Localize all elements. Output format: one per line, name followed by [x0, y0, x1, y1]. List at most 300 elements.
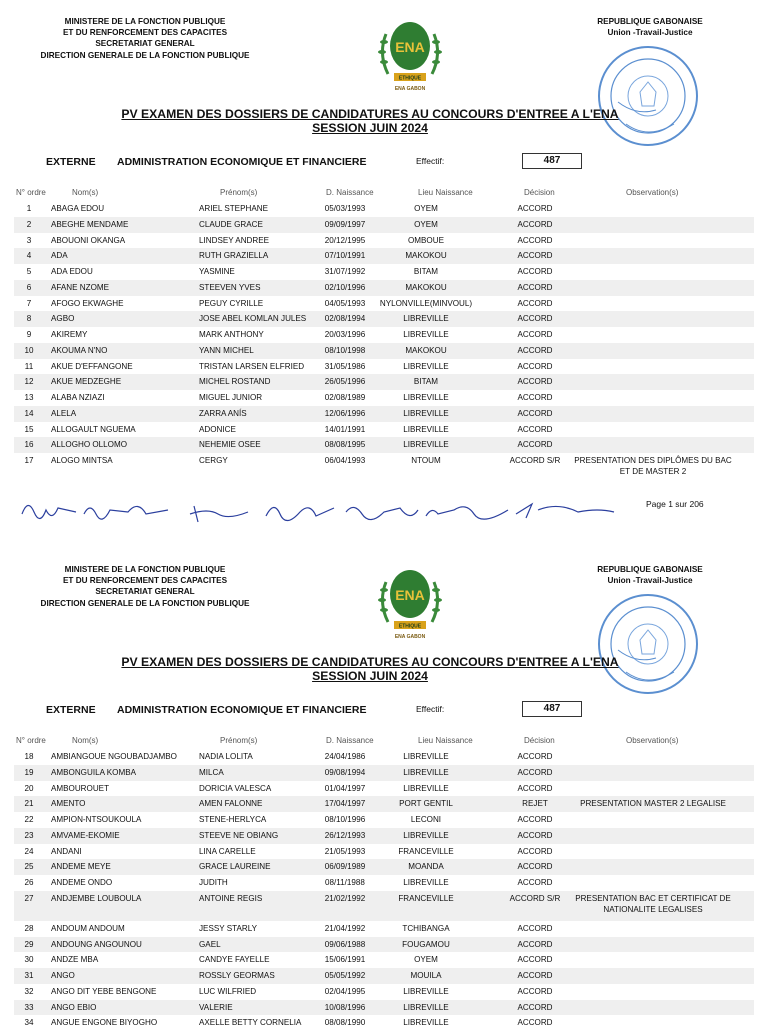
row-lieu: LIBREVILLE [403, 314, 449, 324]
col-prenom: Prénom(s) [220, 736, 258, 745]
row-lieu: LIBREVILLE [403, 393, 449, 402]
row-observation [568, 844, 738, 846]
row-number: 30 [24, 955, 34, 965]
row-date: 05/05/1992 [324, 971, 366, 980]
row-lieu: OMBOUE [408, 235, 444, 245]
row-decision: ACCORD [517, 783, 553, 793]
row-number: 21 [24, 799, 34, 809]
row-decision: ACCORD S/R [509, 893, 561, 903]
table-row [14, 374, 754, 390]
row-decision: ACCORD [517, 830, 553, 840]
row-nom: ANDANI [51, 846, 82, 856]
row-number: 31 [24, 971, 34, 980]
row-decision: ACCORD [517, 267, 553, 276]
row-decision: ACCORD [517, 862, 553, 872]
row-number: 24 [24, 846, 34, 856]
row-number: 6 [26, 282, 32, 292]
row-prenom: GRACE LAUREINE [199, 862, 271, 872]
row-decision: ACCORD [517, 251, 553, 261]
row-decision: ACCORD [517, 235, 553, 245]
row-prenom: NEHEMIE OSEE [199, 440, 261, 450]
row-lieu: LIBREVILLE [403, 330, 449, 339]
ministry-line: DIRECTION GENERALE DE LA FONCTION PUBLIQUE [40, 598, 250, 608]
row-lieu: LIBREVILLE [403, 752, 449, 761]
row-nom: AFANE NZOME [51, 282, 110, 292]
republic-line: REPUBLIQUE GABONAISE [597, 17, 703, 26]
row-date: 07/10/1991 [324, 251, 366, 261]
candidates-table [14, 749, 754, 1031]
row-date: 05/03/1993 [324, 204, 366, 213]
row-prenom: DORICIA VALESCA [199, 783, 272, 793]
row-date: 20/12/1995 [324, 235, 366, 245]
row-lieu: LIBREVILLE [403, 830, 449, 840]
row-lieu: LECONI [410, 815, 442, 824]
row-number: 1 [26, 204, 32, 213]
table-row [14, 984, 754, 1000]
row-lieu: MOUILA [410, 971, 442, 980]
row-number: 12 [24, 377, 34, 387]
row-lieu: LIBREVILLE [403, 361, 449, 371]
row-prenom: STENE-HERLYCA [199, 815, 267, 824]
row-prenom: RUTH GRAZIELLA [199, 251, 269, 261]
row-lieu: LIBREVILLE [403, 1018, 449, 1028]
table-row [14, 217, 754, 233]
effectif-value: 487 [522, 701, 582, 717]
row-date: 08/08/1990 [324, 1018, 366, 1028]
row-nom: ALLOGHO OLLOMO [51, 440, 128, 450]
row-date: 12/06/1996 [324, 408, 366, 418]
row-number: 27 [24, 893, 34, 903]
effectif-label: Effectif: [416, 156, 445, 166]
row-observation [568, 374, 738, 376]
row-prenom: STEEVEN YVES [199, 282, 261, 292]
row-date: 20/03/1996 [324, 330, 366, 339]
ministry-line: DIRECTION GENERALE DE LA FONCTION PUBLIQUE [40, 50, 250, 60]
session-line: SESSION JUIN 2024 [312, 669, 428, 683]
row-date: 06/04/1993 [324, 456, 366, 465]
row-observation [568, 264, 738, 266]
row-nom: ANGO EBIO [51, 1002, 97, 1012]
row-prenom: ROSSLY GEORMAS [199, 971, 275, 980]
table-row [14, 248, 754, 264]
row-prenom: CANDYE FAYELLE [199, 955, 270, 965]
candidates-table [14, 201, 754, 483]
svg-text:ETHIQUE: ETHIQUE [398, 623, 422, 630]
row-nom: ANDJEMBE LOUBOULA [51, 893, 142, 903]
row-observation [568, 937, 738, 939]
title-line: PV EXAMEN DES DOSSIERS DE CANDIDATURES AU CONCOURS D'ENTREE A L'ENA [121, 107, 619, 121]
row-prenom: ZARRA ANÍS [199, 408, 247, 418]
row-decision: ACCORD [517, 971, 553, 980]
row-observation [568, 812, 738, 814]
document-page-2 [0, 548, 768, 1028]
row-observation [568, 406, 738, 408]
row-prenom: MILCA [199, 767, 224, 777]
table-row [14, 422, 754, 438]
row-observation [568, 1015, 738, 1017]
row-prenom: CERGY [199, 456, 228, 465]
row-date: 31/07/1992 [324, 267, 366, 276]
table-row [14, 201, 754, 217]
row-observation [568, 1000, 738, 1002]
row-number: 33 [24, 1002, 34, 1012]
row-nom: ABOUONI OKANGA [51, 235, 126, 245]
row-observation [568, 921, 738, 923]
motto-line: Union -Travail-Justice [607, 28, 693, 38]
row-number: 28 [24, 923, 34, 933]
row-observation [568, 390, 738, 392]
row-date: 21/02/1992 [324, 893, 366, 903]
row-date: 01/04/1997 [324, 783, 366, 793]
row-date: 04/05/1993 [324, 298, 366, 308]
row-date: 08/08/1995 [324, 440, 366, 450]
row-lieu: LIBREVILLE [403, 783, 449, 793]
row-lieu: MAKOKOU [405, 345, 447, 355]
row-date: 24/04/1986 [324, 752, 366, 761]
row-number: 17 [24, 456, 34, 465]
row-lieu: BITAM [413, 377, 439, 387]
row-observation [568, 828, 738, 830]
table-row [14, 859, 754, 875]
ministry-line: SECRETARIAT GENERAL [95, 587, 195, 597]
row-nom: AGBO [51, 314, 75, 324]
row-nom: AMBIANGOUE NGOUBADJAMBO [51, 752, 177, 761]
category-row [0, 156, 768, 172]
row-lieu: NYLONVILLE(MINVOUL) [379, 298, 473, 308]
row-nom: ANDEME MEYE [51, 862, 111, 872]
row-lieu: OYEM [414, 955, 438, 965]
row-nom: ALELA [51, 408, 77, 418]
row-nom: ANGO [51, 971, 75, 980]
row-prenom: YASMINE [199, 267, 235, 276]
row-nom: ANGO DIT YEBE BENGONE [51, 986, 157, 996]
table-header [0, 188, 768, 200]
row-date: 06/09/1989 [324, 862, 366, 872]
row-number: 29 [24, 939, 34, 949]
row-number: 7 [26, 298, 32, 308]
row-decision: ACCORD [517, 1018, 553, 1028]
row-nom: AMBOUROUET [51, 783, 110, 793]
table-row [14, 891, 754, 921]
row-date: 21/04/1992 [324, 923, 366, 933]
row-number: 34 [24, 1018, 34, 1028]
col-lieu: Lieu Naissance [418, 188, 473, 197]
row-observation [568, 952, 738, 954]
col-lieu: Lieu Naissance [418, 736, 473, 745]
row-number: 4 [26, 251, 32, 261]
row-decision: ACCORD [517, 923, 553, 933]
motto-line: Union -Travail-Justice [607, 576, 693, 586]
row-prenom: STEEVE NE OBIANG [199, 830, 279, 840]
row-number: 23 [24, 830, 34, 840]
row-prenom: MICHEL ROSTAND [199, 377, 271, 387]
row-decision: ACCORD [517, 361, 553, 371]
row-date: 31/05/1986 [324, 361, 366, 371]
row-date: 08/10/1996 [324, 815, 366, 824]
row-nom: AMENTO [51, 799, 86, 809]
table-row [14, 844, 754, 860]
table-row [14, 921, 754, 937]
table-row [14, 937, 754, 953]
row-observation [568, 765, 738, 767]
row-lieu: LIBREVILLE [403, 767, 449, 777]
row-observation [568, 859, 738, 861]
row-nom: ABAGA EDOU [51, 204, 105, 213]
document-title [100, 107, 640, 135]
row-nom: AKUE D'EFFANGONE [51, 361, 133, 371]
col-date: D. Naissance [326, 736, 374, 745]
ministry-header [20, 16, 270, 61]
col-decision: Décision [524, 736, 555, 745]
table-row [14, 327, 754, 343]
row-date: 02/08/1989 [324, 393, 366, 402]
row-nom: ANDEME ONDO [51, 878, 113, 887]
table-row [14, 453, 754, 483]
row-lieu: FOUGAMOU [402, 939, 450, 949]
ministry-line: ET DU RENFORCEMENT DES CAPACITES [62, 28, 228, 38]
row-number: 2 [26, 219, 32, 229]
row-number: 9 [26, 330, 32, 339]
row-date: 08/11/1988 [325, 878, 365, 887]
republic-header [575, 564, 725, 586]
row-nom: AMPION-NTSOUKOULA [51, 815, 142, 824]
row-nom: ALABA NZIAZI [51, 393, 105, 402]
row-observation [568, 984, 738, 986]
document-title [100, 655, 640, 683]
row-nom: ANDZE MBA [51, 955, 99, 965]
row-nom: AKUE MEDZEGHE [51, 377, 122, 387]
row-prenom: YANN MICHEL [199, 345, 254, 355]
row-observation [568, 437, 738, 439]
row-nom: AMVAME-EKOMIE [51, 830, 120, 840]
svg-text:ENA: ENA [395, 587, 425, 603]
row-observation [568, 233, 738, 235]
row-date: 02/04/1995 [324, 986, 366, 996]
row-nom: AMBONGUILA KOMBA [51, 767, 137, 777]
row-prenom: LUC WILFRIED [199, 986, 257, 996]
row-lieu: MOANDA [408, 862, 444, 872]
republic-line: REPUBLIQUE GABONAISE [597, 565, 703, 574]
row-number: 22 [24, 815, 34, 824]
row-prenom: GAEL [199, 939, 221, 949]
row-number: 11 [24, 361, 34, 371]
table-row [14, 343, 754, 359]
row-nom: ADA EDOU [51, 267, 93, 276]
row-number: 32 [24, 986, 34, 996]
row-lieu: BITAM [413, 267, 439, 276]
category-label: ADMINISTRATION ECONOMIQUE ET FINANCIERE [117, 704, 367, 716]
row-lieu: LIBREVILLE [403, 424, 449, 434]
row-prenom: MIGUEL JUNIOR [199, 393, 263, 402]
row-decision: ACCORD [517, 345, 553, 355]
row-number: 25 [24, 862, 34, 872]
row-lieu: OYEM [414, 219, 438, 229]
row-number: 14 [24, 408, 34, 418]
row-lieu: LIBREVILLE [403, 1002, 449, 1012]
table-row [14, 296, 754, 312]
row-observation [568, 781, 738, 783]
table-row [14, 311, 754, 327]
row-prenom: AMEN FALONNE [199, 799, 263, 809]
row-decision: ACCORD [517, 219, 553, 229]
row-nom: AFOGO EKWAGHE [51, 298, 124, 308]
row-decision: ACCORD [517, 282, 553, 292]
row-observation [568, 201, 738, 203]
row-lieu: MAKOKOU [405, 251, 447, 261]
col-obs: Observation(s) [626, 188, 679, 197]
signatures [18, 492, 618, 528]
row-lieu: NTOUM [411, 456, 441, 465]
row-decision: ACCORD [517, 939, 553, 949]
row-observation [568, 217, 738, 219]
row-decision: ACCORD [517, 204, 553, 213]
col-prenom: Prénom(s) [220, 188, 258, 197]
title-line: PV EXAMEN DES DOSSIERS DE CANDIDATURES AU CONCOURS D'ENTREE A L'ENA [121, 655, 619, 669]
category-type: EXTERNE [46, 704, 96, 716]
row-prenom: JESSY STARLY [199, 923, 258, 933]
row-observation [568, 343, 738, 345]
row-lieu: LIBREVILLE [403, 986, 449, 996]
row-observation [568, 280, 738, 282]
row-date: 02/08/1994 [324, 314, 366, 324]
table-row [14, 280, 754, 296]
row-observation: PRESENTATION BAC ET CERTIFICAT DE NATIONALITE LEGALISES [575, 893, 731, 914]
row-decision: ACCORD [517, 440, 553, 450]
row-observation [568, 327, 738, 329]
row-decision: ACCORD [517, 767, 553, 777]
ministry-line: SECRETARIAT GENERAL [95, 39, 195, 49]
table-row [14, 233, 754, 249]
row-decision: ACCORD [517, 986, 553, 996]
table-row [14, 796, 754, 812]
row-number: 8 [26, 314, 32, 324]
row-nom: ANDOUNG ANGOUNOU [51, 939, 142, 949]
row-lieu: OYEM [414, 204, 438, 213]
row-nom: ANDOUM ANDOUM [51, 923, 125, 933]
table-row [14, 437, 754, 453]
row-decision: REJET [522, 799, 548, 809]
row-observation [568, 359, 738, 361]
ministry-line: MINISTERE DE LA FONCTION PUBLIQUE [64, 565, 226, 574]
row-prenom: JOSE ABEL KOMLAN JULES [199, 314, 307, 324]
svg-text:ENA: ENA [395, 39, 425, 55]
row-number: 19 [24, 767, 34, 777]
col-obs: Observation(s) [626, 736, 679, 745]
row-decision: ACCORD [517, 314, 553, 324]
row-date: 14/01/1991 [324, 424, 366, 434]
table-row [14, 828, 754, 844]
table-row [14, 359, 754, 375]
row-nom: ALLOGAULT NGUEMA [51, 424, 136, 434]
table-row [14, 952, 754, 968]
row-prenom: MARK ANTHONY [199, 330, 264, 339]
row-number: 3 [26, 235, 32, 245]
row-lieu: LIBREVILLE [403, 440, 449, 450]
row-observation [568, 875, 738, 877]
row-number: 26 [24, 878, 34, 887]
row-observation [568, 248, 738, 250]
row-date: 09/09/1997 [324, 219, 366, 229]
row-prenom: ADONICE [199, 424, 236, 434]
col-nom: Nom(s) [72, 736, 99, 745]
row-decision: ACCORD [517, 815, 553, 824]
col-num: N° ordre [16, 188, 46, 197]
ena-logo [374, 562, 446, 640]
row-lieu: LIBREVILLE [403, 878, 449, 887]
table-row [14, 1000, 754, 1016]
row-prenom: PEGUY CYRILLE [199, 298, 264, 308]
session-line: SESSION JUIN 2024 [312, 121, 428, 135]
row-number: 15 [24, 424, 34, 434]
table-row [14, 749, 754, 765]
row-prenom: CLAUDE GRACE [199, 219, 263, 229]
table-row [14, 406, 754, 422]
row-prenom: VALERIE [199, 1002, 233, 1012]
row-observation: PRESENTATION DES DIPLÔMES DU BAC ET DE MASTER 2 [574, 456, 732, 476]
row-prenom: LINA CARELLE [199, 846, 256, 856]
row-observation [568, 311, 738, 313]
row-date: 15/06/1991 [324, 955, 366, 965]
republic-header [575, 16, 725, 38]
table-row [14, 390, 754, 406]
category-row [0, 704, 768, 720]
row-decision: ACCORD [517, 393, 553, 402]
row-date: 26/12/1993 [324, 830, 366, 840]
row-number: 20 [24, 783, 34, 793]
row-prenom: AXELLE BETTY CORNELIA [199, 1018, 302, 1028]
row-prenom: NADIA LOLITA [199, 752, 253, 761]
row-number: 18 [24, 752, 34, 761]
effectif-label: Effectif: [416, 704, 445, 714]
row-date: 10/08/1996 [324, 1002, 366, 1012]
row-date: 08/10/1998 [324, 345, 366, 355]
page-number: Page 1 sur 206 [646, 499, 704, 509]
row-prenom: ARIEL STEPHANE [199, 204, 268, 213]
ena-logo [374, 14, 446, 92]
row-decision: ACCORD [517, 955, 553, 965]
row-observation: PRESENTATION MASTER 2 LEGALISE [580, 799, 726, 809]
row-nom: ABEGHE MENDAME [51, 219, 129, 229]
ministry-line: ET DU RENFORCEMENT DES CAPACITES [62, 576, 228, 586]
table-row [14, 812, 754, 828]
col-date: D. Naissance [326, 188, 374, 197]
row-date: 26/05/1996 [324, 377, 366, 387]
row-decision: ACCORD [517, 330, 553, 339]
ministry-header [20, 564, 270, 609]
svg-text:ENA GABON: ENA GABON [394, 634, 426, 640]
row-observation [568, 422, 738, 424]
table-row [14, 875, 754, 891]
row-nom: AKIREMY [51, 330, 88, 339]
row-date: 17/04/1997 [324, 799, 366, 809]
table-row [14, 968, 754, 984]
row-date: 02/10/1996 [324, 282, 366, 292]
row-number: 10 [24, 345, 34, 355]
table-row [14, 1015, 754, 1031]
row-date: 21/05/1993 [324, 846, 366, 856]
category-type: EXTERNE [46, 156, 96, 168]
col-decision: Décision [524, 188, 555, 197]
category-label: ADMINISTRATION ECONOMIQUE ET FINANCIERE [117, 156, 367, 168]
row-decision: ACCORD [517, 424, 553, 434]
row-decision: ACCORD [517, 878, 553, 887]
row-decision: ACCORD [517, 1002, 553, 1012]
row-decision: ACCORD [517, 846, 553, 856]
row-lieu: FRANCEVILLE [398, 893, 454, 903]
row-lieu: FRANCEVILLE [398, 846, 454, 856]
row-number: 16 [24, 440, 34, 450]
row-lieu: PORT GENTIL [399, 799, 453, 809]
